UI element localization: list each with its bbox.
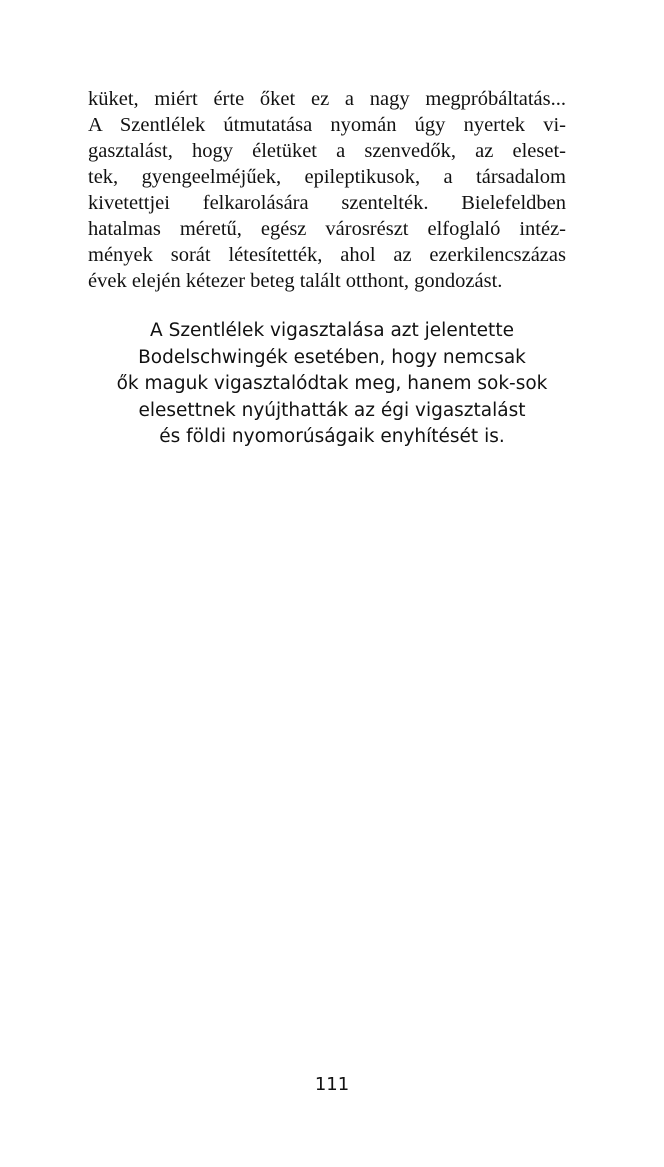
body-line-6: hatalmas méretű, egész városrészt elfoglaló intéz- xyxy=(88,218,566,240)
body-line-3: gasztalást, hogy életüket a szenvedők, az eleset- xyxy=(88,140,566,162)
page-number: 111 xyxy=(314,1074,350,1095)
body-paragraph xyxy=(88,86,566,294)
quote-line-5: és földi nyomorúságaik enyhítését is. xyxy=(159,426,505,447)
quote-line-2: Bodelschwingék esetében, hogy nemcsak xyxy=(138,346,526,368)
body-line-5: kivetettjei felkarolására szentelték. Bielefeldben xyxy=(88,192,566,214)
body-line-2: A Szentlélek útmutatása nyomán úgy nyertek vi- xyxy=(88,114,566,136)
quote-line-4: elesettnek nyújthatták az égi vigasztalást xyxy=(138,399,526,421)
body-line-8: évek elején kétezer beteg talált otthont, gondozást. xyxy=(88,270,503,292)
body-line-1: küket, miért érte őket ez a nagy megpróbáltatás... xyxy=(88,88,566,110)
body-line-4: tek, gyengeelméjűek, epileptikusok, a társadalom xyxy=(88,166,566,188)
quote-line-1: A Szentlélek vigasztalása azt jelentette xyxy=(150,320,514,341)
highlighted-quote xyxy=(0,318,664,451)
body-line-7: mények sorát létesítették, ahol az ezerkilencszázas xyxy=(88,244,566,266)
quote-line-3: ők maguk vigasztalódtak meg, hanem sok-sok xyxy=(116,373,548,394)
